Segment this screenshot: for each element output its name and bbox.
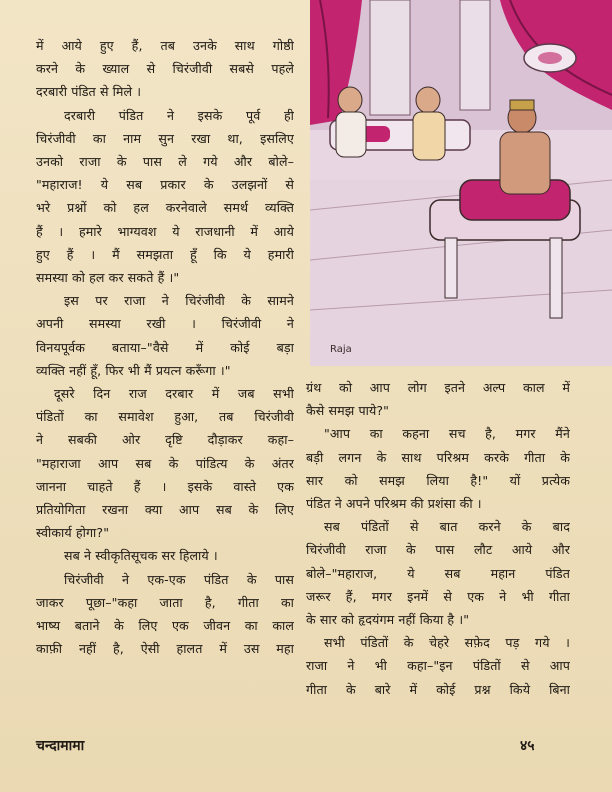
text-line: जरूर हैं, मगर इनमें से एक ने भी गीता [306, 588, 570, 604]
text-line: इस पर राजा ने चिरंजीवी के सामने [64, 293, 294, 309]
text-line: दरबारी पंडित ने इसके पूर्व ही [64, 107, 294, 123]
text-line: के सार को हृदयंगम नहीं किया है ।" [306, 612, 470, 628]
text-line: जानना चाहते हैं । इसके वास्ते एक [36, 478, 294, 494]
text-line: पंडित ने अपने परिश्रम की प्रशंसा की । [306, 496, 482, 512]
text-line: पंडितों का समावेश हुआ, तब चिरंजीवी [36, 409, 294, 425]
text-line: राजा ने भी कहा–"इन पंडितों से आप [306, 658, 570, 674]
court-scene-illustration [310, 0, 612, 366]
left-text-column [36, 34, 294, 660]
text-line: भाष्य बताने के लिए एक जीवन का काल [36, 618, 294, 634]
text-line: काफ़ी नहीं है, ऐसी हालत में उस महा [36, 641, 294, 657]
court-scene-image [310, 0, 612, 366]
right-text-column [306, 376, 570, 701]
text-line: "महाराज! ये सब प्रकार के उलझनों से [36, 177, 294, 193]
text-line: सार को समझ लिया है!" यों प्रत्येक [306, 472, 570, 488]
text-line: सब ने स्वीकृतिसूचक सर हिलाये । [64, 548, 218, 564]
text-line: विनयपूर्वक बताया–"वैसे में कोई बड़ा [36, 339, 294, 355]
text-line: व्यक्ति नहीं हूँ, फिर भी मैं प्रयत्न करूँगा ।" [36, 362, 231, 378]
magazine-name: चन्दामामा [36, 738, 85, 754]
text-line: "महाराजा आप सब के पांडित्य के अंतर [36, 455, 294, 471]
text-line: अपनी समस्या रखी । चिरंजीवी ने [36, 316, 294, 332]
text-line: कैसे समझ पाये?" [306, 403, 390, 419]
text-line: गीता के बारे में कोई प्रश्न किये बिना [306, 681, 570, 697]
text-line: ने सबकी ओर दृष्टि दौड़ाकर कहा– [36, 432, 294, 448]
text-line: करने के ख्याल से चिरंजीवी सबसे पहले [36, 61, 294, 77]
text-line: ग्रंथ को आप लोग इतने अल्प काल में [306, 380, 570, 395]
text-line: चिरंजीवी राजा के पास लौट आये और [306, 542, 570, 558]
text-line: बोले–"महाराज, ये सब महान पंडित [306, 565, 570, 581]
text-line: हैं । हमारे भाग्यवश ये राजधानी में आये [36, 223, 294, 239]
text-line: में आये हुए हैं, तब उनके साथ गोष्ठी [36, 38, 294, 53]
text-line: "आप का कहना सच है, मगर मैंने [324, 426, 570, 442]
text-line: जाकर पूछा–"कहा जाता है, गीता का [36, 594, 294, 610]
text-line: उनको राजा के पास ले गये और बोले– [36, 154, 294, 170]
text-line: सब पंडितों से बात करने के बाद [324, 519, 570, 535]
text-line: भरे प्रश्नों को हल करनेवाले समर्थ व्यक्ति [36, 200, 294, 216]
artist-signature: Raja [330, 344, 352, 355]
text-line: स्वीकार्य होगा?" [36, 525, 110, 541]
text-line: दूसरे दिन राज दरबार में जब सभी [54, 386, 294, 402]
text-line: हुए हैं । मैं समझता हूँ कि ये हमारी [36, 246, 294, 262]
text-line: चिरंजीवी का नाम सुन रखा था, इसलिए [36, 130, 294, 146]
text-line: प्रतियोगिता रखना क्या आप सब के लिए [36, 502, 294, 518]
text-line: समस्या को हल कर सकते हैं ।" [36, 270, 180, 286]
text-line: चिरंजीवी ने एक-एक पंडित के पास [64, 571, 294, 587]
text-line: बड़ी लगन के साथ परिश्रम करके गीता के [306, 449, 570, 465]
text-line: सभी पंडितों के चेहरे सफ़ेद पड़ गये । [324, 635, 570, 651]
text-line: दरबारी पंडित से मिले । [36, 84, 142, 100]
page-number: ४५ [520, 738, 535, 754]
